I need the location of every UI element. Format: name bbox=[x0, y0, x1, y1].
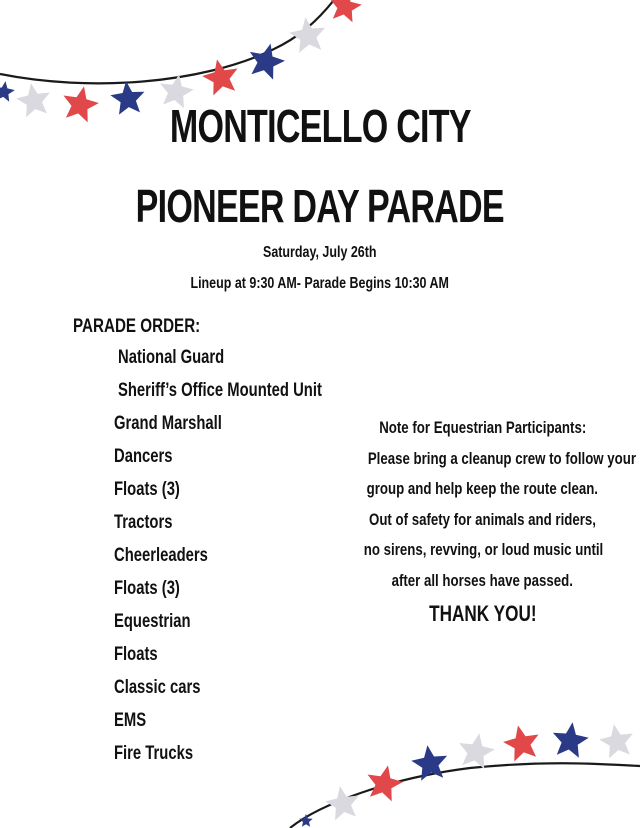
red-star-icon bbox=[503, 725, 538, 761]
note-line: Please bring a cleanup crew to follow your bbox=[367, 448, 637, 468]
equestrian-note bbox=[330, 413, 635, 629]
bunting-string bbox=[0, 0, 334, 83]
navy-star-icon bbox=[0, 81, 15, 102]
note-line: after all horses have passed. bbox=[391, 570, 574, 590]
navy-star-icon bbox=[250, 44, 285, 80]
parade-order-heading: PARADE ORDER: bbox=[73, 316, 201, 337]
gray-star-icon bbox=[459, 733, 495, 769]
red-star-icon bbox=[368, 765, 403, 801]
red-star-icon bbox=[330, 0, 362, 22]
gray-star-icon bbox=[599, 724, 633, 758]
navy-star-icon bbox=[299, 814, 312, 827]
event-times: Lineup at 9:30 AM- Parade Begins 10:30 AM bbox=[190, 275, 450, 292]
gray-star-icon bbox=[325, 786, 359, 820]
title-line-2: PIONEER DAY PARADE bbox=[135, 180, 505, 232]
navy-star-icon bbox=[553, 722, 589, 758]
note-line: group and help keep the route clean. bbox=[366, 479, 599, 499]
event-date: Saturday, July 26th bbox=[263, 244, 377, 261]
gray-star-icon bbox=[289, 17, 325, 53]
note-line: no sirens, revving, or loud music until bbox=[363, 540, 604, 560]
note-line: Out of safety for animals and riders, bbox=[369, 509, 596, 529]
star-bunting-bottom bbox=[0, 700, 640, 828]
thank-you-text: THANK YOU! bbox=[428, 600, 537, 626]
note-line: Note for Equestrian Participants: bbox=[378, 418, 587, 437]
title-line-1: MONTICELLO CITY bbox=[169, 100, 471, 152]
